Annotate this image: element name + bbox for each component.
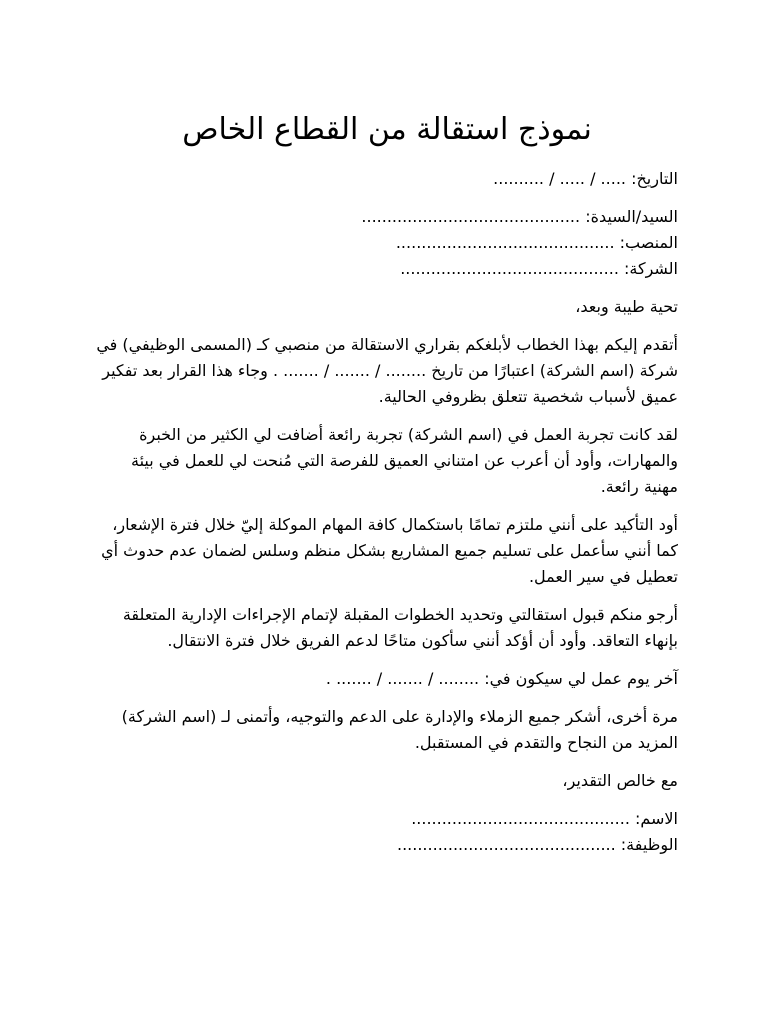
last-day-line: آخر يوم عمل لي سيكون في: ........ / ....... / ....... . <box>325 669 678 688</box>
resignation-letter <box>96 108 678 858</box>
greeting: تحية طيبة وبعد، <box>575 297 678 316</box>
paragraph-resignation-notice: أتقدم إليكم بهذا الخطاب لأبلغكم بقراري الاستقالة من منصبي كـ (المسمى الوظيفي) في شركة (اسم الشركة) اعتبارًا من تاريخ ........ / ....... / ....... . وجاء هذا القرار بعد تفكير عميق لأسباب شخصية تتعلق بظروفي الحالية. <box>96 335 678 406</box>
date-line: التاريخ: ..... / ..... / .......... <box>493 169 678 188</box>
recipient-block <box>96 204 678 282</box>
paragraph-gratitude: لقد كانت تجربة العمل في (اسم الشركة) تجربة رائعة أضافت لي الكثير من الخبرة والمهارات، وأود أن أعرب عن امتناني العميق للفرصة التي مُنحت لي للعمل في بيئة مهنية رائعة. <box>130 425 678 496</box>
recipient-position-line: المنصب: ........................................... <box>395 233 678 252</box>
paragraph-thanks: مرة أخرى، أشكر جميع الزملاء والإدارة على الدعم والتوجيه، وأتمنى لـ (اسم الشركة) المزيد من النجاح والتقدم في المستقبل. <box>121 707 678 752</box>
paragraph-commitment: أود التأكيد على أنني ملتزم تمامًا باستكمال كافة المهام الموكلة إليّ خلال فترة الإشعار، كما أنني سأعمل على تسليم جميع المشاريع بشكل منظم وسلس لضمان عدم حدوث أي تعطيل في سير العمل. <box>101 515 678 586</box>
document-title: نموذج استقالة من القطاع الخاص <box>182 112 592 147</box>
recipient-company-line: الشركة: ........................................... <box>400 259 678 278</box>
recipient-name-line: السيد/السيدة: ........................................... <box>361 207 678 226</box>
closing: مع خالص التقدير، <box>562 771 678 790</box>
signature-block <box>96 806 678 858</box>
signature-job-line: الوظيفة: ........................................... <box>397 835 678 854</box>
signature-name-line: الاسم: ........................................... <box>411 809 678 828</box>
paragraph-request: أرجو منكم قبول استقالتي وتحديد الخطوات المقبلة لإتمام الإجراءات الإدارية المتعلقة بإنهاء التعاقد. وأود أن أؤكد أنني سأكون متاحًا لدعم الفريق خلال فترة الانتقال. <box>122 605 678 650</box>
